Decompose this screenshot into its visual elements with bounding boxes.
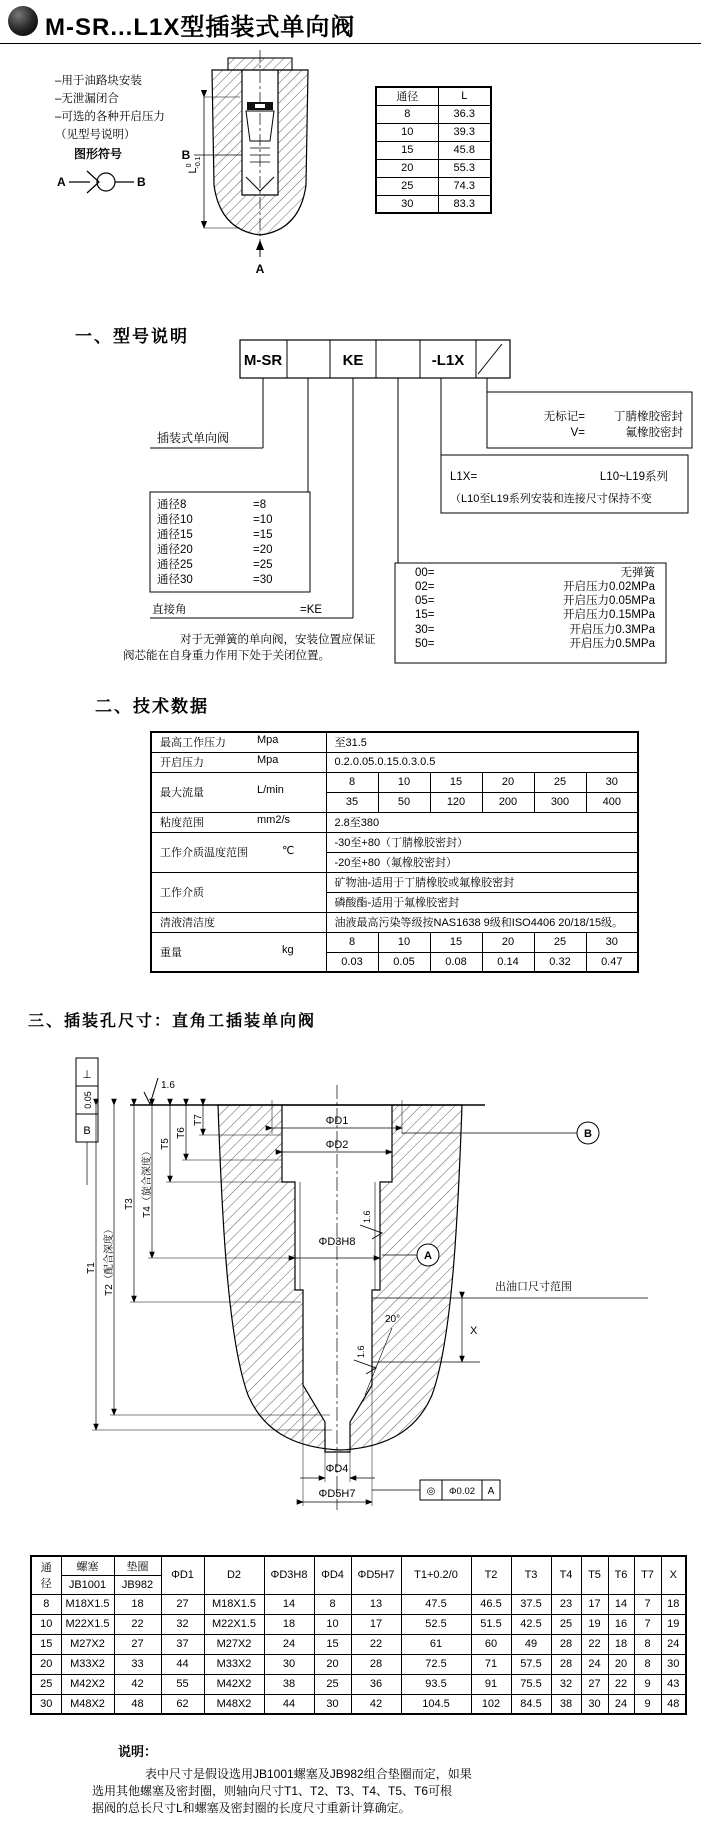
tech-row-value: 至31.5 <box>326 732 638 752</box>
roughness-value: 1.6 <box>362 1210 372 1223</box>
table-cell: 14 <box>608 1594 634 1614</box>
section3-heading: 三、插装孔尺寸：直角工插装单向阀 <box>28 1013 317 1030</box>
tech-row-label: 工作介质温度范围 ℃ <box>151 832 326 872</box>
column-header: T4 <box>551 1556 581 1594</box>
table-cell: 28 <box>351 1654 401 1674</box>
table-cell: M48X2 <box>204 1694 264 1714</box>
callout-valve-type: 插装式单向阀 <box>157 431 230 445</box>
section2-heading: 二、技术数据 <box>95 697 209 716</box>
table-cell: 28 <box>551 1654 581 1674</box>
brand-dot-icon <box>8 6 38 36</box>
table-cell: 104.5 <box>401 1694 471 1714</box>
column-header: ΦD4 <box>314 1556 351 1594</box>
table-cell: 20 <box>31 1654 61 1674</box>
tech-row-label: 最大流量 L/min <box>151 772 326 812</box>
table-cell: 27 <box>114 1634 161 1654</box>
table-cell: 30 <box>581 1694 608 1714</box>
column-header-size: 通 径 <box>31 1556 61 1594</box>
dim-d5-label: ΦD5H7 <box>318 1488 356 1500</box>
column-header: T5 <box>581 1556 608 1594</box>
table-cell: 44 <box>264 1694 314 1714</box>
table-cell: 33 <box>114 1654 161 1674</box>
table-row <box>31 1694 686 1714</box>
table-cell: 20 <box>608 1654 634 1674</box>
seal-option-desc: 氟橡胶密封 <box>625 427 683 439</box>
table-cell: 19 <box>661 1614 686 1634</box>
tech-row-value: -20至+80（氟橡胶密封） <box>326 852 638 872</box>
title-divider <box>0 43 701 44</box>
tech-row-value: 磷酸酯-适用于氟橡胶密封 <box>326 892 638 912</box>
section1-heading: 一、型号说明 <box>75 327 189 346</box>
dim-t7-label: T7 <box>193 1114 204 1126</box>
table-cell: 8 <box>31 1594 61 1614</box>
column-header: T1+0.2/0 <box>401 1556 471 1594</box>
dim-d2-label: ΦD2 <box>325 1139 349 1151</box>
seal-option-code: 无标记= <box>543 411 585 423</box>
table-cell: 30 <box>31 1694 61 1714</box>
column-header: ΦD3H8 <box>264 1556 314 1594</box>
feature-item: –无泄漏闭合 <box>55 93 119 105</box>
table-cell: 30 <box>314 1694 351 1714</box>
symbol-port-b: B <box>137 175 146 189</box>
pressure-option-code: 30= <box>415 624 435 636</box>
table-cell: 10 <box>376 123 438 141</box>
table-row <box>376 123 491 141</box>
column-header: T3 <box>511 1556 551 1594</box>
column-header: X <box>661 1556 686 1594</box>
dim-l-tol-lower: -0.1 <box>195 156 202 169</box>
tech-cell: 25 <box>534 932 586 952</box>
table-cell: 24 <box>264 1634 314 1654</box>
column-header: ΦD5H7 <box>351 1556 401 1594</box>
series-code: L1X= <box>450 471 478 483</box>
tech-cell: 0.03 <box>326 952 378 972</box>
tech-cell: 0.14 <box>482 952 534 972</box>
concentricity-datum: A <box>487 1486 495 1497</box>
table-cell: 7 <box>634 1614 661 1634</box>
dim-x-label: X <box>470 1325 478 1337</box>
pressure-option-desc: 开启压力0.5MPa <box>569 638 655 650</box>
code-cell-version: -L1X <box>431 352 465 369</box>
tech-row-label: 重量 kg <box>151 932 326 972</box>
model-code-diagram <box>0 330 701 682</box>
table-cell: 38 <box>551 1694 581 1714</box>
table-cell: M42X2 <box>61 1674 114 1694</box>
table-cell: 18 <box>114 1594 161 1614</box>
table-cell: 46.5 <box>471 1594 511 1614</box>
pressure-option-desc: 开启压力0.3MPa <box>569 624 655 636</box>
angle-option-value: =KE <box>300 604 323 616</box>
table-row <box>31 1674 686 1694</box>
tech-cell: 15 <box>430 932 482 952</box>
tech-cell: 0.47 <box>586 952 638 972</box>
cavity-dimension-table <box>30 1555 687 1715</box>
size-option-value: =8 <box>253 499 267 511</box>
outlet-note: 出油口尺寸范围 <box>495 1281 572 1293</box>
table-cell: M33X2 <box>204 1654 264 1674</box>
column-header: T2 <box>471 1556 511 1594</box>
tech-cell: 0.32 <box>534 952 586 972</box>
table-cell: 61 <box>401 1634 471 1654</box>
size-option-label: 通径30 <box>157 574 193 586</box>
column-header: 螺塞 <box>61 1556 114 1575</box>
tech-cell: 35 <box>326 792 378 812</box>
datum-b-label: B <box>584 1128 592 1140</box>
table-cell: M42X2 <box>204 1674 264 1694</box>
table-cell: 30 <box>264 1654 314 1674</box>
table-cell: 38 <box>264 1674 314 1694</box>
tech-cell: 30 <box>586 932 638 952</box>
pressure-option-code: 00= <box>415 567 435 579</box>
port-b-label: B <box>181 148 191 162</box>
table-cell: 30 <box>661 1654 686 1674</box>
table-cell: 55 <box>161 1674 204 1694</box>
table-cell: 9 <box>634 1694 661 1714</box>
column-header: D2 <box>204 1556 264 1594</box>
table-cell: 25 <box>376 177 438 195</box>
table-cell: 83.3 <box>438 195 491 213</box>
table-cell: 30 <box>376 195 438 213</box>
table-cell: 14 <box>264 1594 314 1614</box>
pressure-option-desc: 开启压力0.15MPa <box>562 609 655 621</box>
tech-cell: 10 <box>378 932 430 952</box>
feature-item: –可选的各种开启压力 <box>55 111 165 123</box>
pressure-option-desc: 无弹簧 <box>620 567 655 579</box>
table-cell: 18 <box>264 1614 314 1634</box>
spring-note-line: 对于无弹簧的单向阀，安装位置应保证 <box>180 634 376 646</box>
table-row <box>376 195 491 213</box>
table-cell: 20 <box>314 1654 351 1674</box>
table-cell: 10 <box>31 1614 61 1634</box>
datum-a-label: A <box>424 1250 432 1262</box>
table-cell: M27X2 <box>61 1634 114 1654</box>
table-row <box>31 1594 686 1614</box>
column-header: T7 <box>634 1556 661 1594</box>
series-value: L10~L19系列 <box>599 471 668 483</box>
table-cell: 75.5 <box>511 1674 551 1694</box>
size-option-label: 通径10 <box>157 514 193 526</box>
pressure-option-code: 02= <box>415 581 435 593</box>
tech-cell: 30 <box>586 772 638 792</box>
table-row <box>31 1614 686 1634</box>
port-a-label: A <box>255 262 265 276</box>
table-row <box>31 1634 686 1654</box>
perpendicularity-symbol: ⊥ <box>82 1069 92 1081</box>
column-header: T6 <box>608 1556 634 1594</box>
table-cell: 71 <box>471 1654 511 1674</box>
table-cell: 48 <box>114 1694 161 1714</box>
table-row <box>376 159 491 177</box>
pressure-option-code: 05= <box>415 595 435 607</box>
pressure-option-desc: 开启压力0.05MPa <box>562 595 655 607</box>
table-cell: M18X1.5 <box>61 1594 114 1614</box>
dim-d3-label: ΦD3H8 <box>318 1236 356 1248</box>
table-cell: 24 <box>661 1634 686 1654</box>
series-note: （L10至L19系列安装和连接尺寸保持不变 <box>450 493 652 505</box>
table-cell: 60 <box>471 1634 511 1654</box>
table-row <box>31 1654 686 1674</box>
dim-d4-label: ΦD4 <box>325 1463 349 1475</box>
size-option-value: =25 <box>253 559 273 571</box>
table-cell: 10 <box>314 1614 351 1634</box>
size-option-value: =15 <box>253 529 273 541</box>
table-cell: 45.8 <box>438 141 491 159</box>
tech-cell: 15 <box>430 772 482 792</box>
table-cell: 44 <box>161 1654 204 1674</box>
roughness-value: 1.6 <box>356 1345 366 1358</box>
tech-row-value: -30至+80（丁腈橡胶密封） <box>326 832 638 852</box>
size-option-label: 通径20 <box>157 544 193 556</box>
spring-note-line: 阀芯能在自身重力作用下处于关闭位置。 <box>123 650 330 662</box>
table-cell: 55.3 <box>438 159 491 177</box>
table-cell: 37.5 <box>511 1594 551 1614</box>
table-cell: 20 <box>376 159 438 177</box>
table-cell: 42 <box>114 1674 161 1694</box>
size-option-label: 通径8 <box>157 499 187 511</box>
table-cell: 27 <box>161 1594 204 1614</box>
pressure-option-code: 50= <box>415 638 435 650</box>
notes-line: 表中尺寸是假设选用JB1001螺塞及JB982组合垫圈而定，如果 <box>145 1767 472 1781</box>
table-cell: 22 <box>581 1634 608 1654</box>
column-header: ΦD1 <box>161 1556 204 1594</box>
table-cell: 28 <box>551 1634 581 1654</box>
column-header: 通径 <box>376 87 438 105</box>
code-cell-angle: KE <box>342 352 364 369</box>
tech-cell: 25 <box>534 772 586 792</box>
table-cell: 22 <box>114 1614 161 1634</box>
dim-t3-label: T3 <box>124 1198 135 1210</box>
size-length-table <box>375 86 492 214</box>
perpendicularity-value: 0.05 <box>83 1091 93 1109</box>
pressure-option-desc: 开启压力0.02MPa <box>562 581 655 593</box>
pressure-option-code: 15= <box>415 609 435 621</box>
table-cell: 42.5 <box>511 1614 551 1634</box>
tech-row-value: 矿物油-适用于丁腈橡胶或氟橡胶密封 <box>326 872 638 892</box>
dim-t4-label: T4（旋合深度） <box>142 1146 153 1218</box>
table-cell: 27 <box>581 1674 608 1694</box>
table-cell: 62 <box>161 1694 204 1714</box>
column-header: L <box>438 87 491 105</box>
tech-row-label: 清液清洁度 <box>151 912 326 932</box>
table-cell: 8 <box>314 1594 351 1614</box>
table-cell: 102 <box>471 1694 511 1714</box>
table-cell: 16 <box>608 1614 634 1634</box>
table-cell: 49 <box>511 1634 551 1654</box>
table-cell: M22X1.5 <box>204 1614 264 1634</box>
tech-cell: 0.08 <box>430 952 482 972</box>
table-cell: 8 <box>376 105 438 123</box>
notes-title: 说明： <box>118 1744 158 1759</box>
tech-cell: 300 <box>534 792 586 812</box>
tech-cell: 400 <box>586 792 638 812</box>
table-cell: 15 <box>376 141 438 159</box>
size-option-value: =10 <box>253 514 273 526</box>
table-cell: 32 <box>161 1614 204 1634</box>
tech-cell: 0.05 <box>378 952 430 972</box>
table-cell: M22X1.5 <box>61 1614 114 1634</box>
code-cell-series: M-SR <box>243 352 283 369</box>
table-cell: 15 <box>31 1634 61 1654</box>
table-cell: 42 <box>351 1694 401 1714</box>
table-cell: 93.5 <box>401 1674 471 1694</box>
table-cell: 24 <box>581 1654 608 1674</box>
table-cell: 15 <box>314 1634 351 1654</box>
column-subheader: JB982 <box>114 1575 161 1594</box>
table-cell: 25 <box>314 1674 351 1694</box>
tech-cell: 8 <box>326 932 378 952</box>
column-subheader: JB1001 <box>61 1575 114 1594</box>
table-cell: 7 <box>634 1594 661 1614</box>
table-cell: 25 <box>31 1674 61 1694</box>
size-option-label: 通径15 <box>157 529 193 541</box>
table-cell: M27X2 <box>204 1634 264 1654</box>
tech-row-value: 油液最高污染等级按NAS1638 9级和ISO4406 20/18/15级。 <box>326 912 638 932</box>
tech-row-value: 0.2.0.05.0.15.0.3.0.5 <box>326 752 638 772</box>
table-cell: 18 <box>608 1634 634 1654</box>
feature-item: （见型号说明） <box>55 129 136 141</box>
table-cell: 8 <box>634 1654 661 1674</box>
dim-l-label: L <box>187 167 199 174</box>
roughness-value: 1.6 <box>161 1080 175 1091</box>
symbol-port-a: A <box>57 175 66 189</box>
table-cell: 25 <box>551 1614 581 1634</box>
table-cell: 24 <box>608 1694 634 1714</box>
technical-data-table <box>150 731 639 973</box>
tech-cell: 120 <box>430 792 482 812</box>
table-cell: 17 <box>351 1614 401 1634</box>
table-cell: 48 <box>661 1694 686 1714</box>
table-row <box>376 141 491 159</box>
table-cell: 43 <box>661 1674 686 1694</box>
concentricity-symbol: ◎ <box>426 1486 436 1497</box>
table-cell: M18X1.5 <box>204 1594 264 1614</box>
tech-cell: 50 <box>378 792 430 812</box>
tech-row-label: 粘度范围 mm2/s <box>151 812 326 832</box>
table-cell: 84.5 <box>511 1694 551 1714</box>
cavity-dimension-drawing <box>0 1040 701 1552</box>
page-title: M-SR...L1X型插装式单向阀 <box>45 14 356 41</box>
table-cell: M33X2 <box>61 1654 114 1674</box>
table-cell: 72.5 <box>401 1654 471 1674</box>
table-cell: 47.5 <box>401 1594 471 1614</box>
table-cell: 37 <box>161 1634 204 1654</box>
table-cell: 39.3 <box>438 123 491 141</box>
dim-d1-label: ΦD1 <box>325 1115 349 1127</box>
table-cell: 19 <box>581 1614 608 1634</box>
tech-cell: 200 <box>482 792 534 812</box>
concentricity-value: Φ0.02 <box>448 1486 476 1497</box>
table-cell: 13 <box>351 1594 401 1614</box>
table-cell: M48X2 <box>61 1694 114 1714</box>
table-cell: 8 <box>634 1634 661 1654</box>
table-cell: 74.3 <box>438 177 491 195</box>
table-cell: 57.5 <box>511 1654 551 1674</box>
table-cell: 17 <box>581 1594 608 1614</box>
tech-row-label: 开启压力 Mpa <box>151 752 326 772</box>
size-option-label: 通径25 <box>157 559 193 571</box>
table-row <box>376 177 491 195</box>
notes-line: 选用其他螺塞及密封圈，则轴向尺寸T1、T2、T3、T4、T5、T6可根 <box>92 1784 453 1798</box>
size-option-value: =30 <box>253 574 273 586</box>
cone-angle-label: 20° <box>385 1314 401 1325</box>
dim-t6-label: T6 <box>176 1127 187 1139</box>
table-cell: 23 <box>551 1594 581 1614</box>
seal-option-code: V= <box>570 427 585 439</box>
column-header: 垫圈 <box>114 1556 161 1575</box>
tech-row-label: 最高工作压力 Mpa <box>151 732 326 752</box>
table-cell: 36 <box>351 1674 401 1694</box>
dim-t5-label: T5 <box>160 1138 171 1150</box>
table-cell: 91 <box>471 1674 511 1694</box>
dim-t1-label: T1 <box>86 1262 97 1274</box>
dim-l-tol-upper: 0 <box>186 163 193 168</box>
table-cell: 22 <box>351 1634 401 1654</box>
tech-row-value: 2.8至380 <box>326 812 638 832</box>
table-cell: 18 <box>661 1594 686 1614</box>
seal-option-desc: 丁腈橡胶密封 <box>614 411 683 423</box>
angle-option-label: 直接角 <box>152 604 187 616</box>
tech-row-label: 工作介质 <box>151 872 326 912</box>
table-cell: 36.3 <box>438 105 491 123</box>
perpendicularity-datum: B <box>83 1125 91 1137</box>
tech-cell: 20 <box>482 772 534 792</box>
notes-line: 据阀的总长尺寸L和螺塞及密封圈的长度尺寸重新计算确定。 <box>92 1801 411 1815</box>
table-cell: 22 <box>608 1674 634 1694</box>
tech-cell: 8 <box>326 772 378 792</box>
dim-t2-label: T2（配合深度） <box>104 1224 115 1296</box>
tech-cell: 10 <box>378 772 430 792</box>
symbol-section-title: 图形符号 <box>74 147 123 161</box>
feature-item: –用于油路块安装 <box>55 75 142 87</box>
table-row <box>376 105 491 123</box>
table-cell: 32 <box>551 1674 581 1694</box>
table-cell: 9 <box>634 1674 661 1694</box>
tech-cell: 20 <box>482 932 534 952</box>
table-cell: 51.5 <box>471 1614 511 1634</box>
size-option-value: =20 <box>253 544 273 556</box>
table-cell: 52.5 <box>401 1614 471 1634</box>
